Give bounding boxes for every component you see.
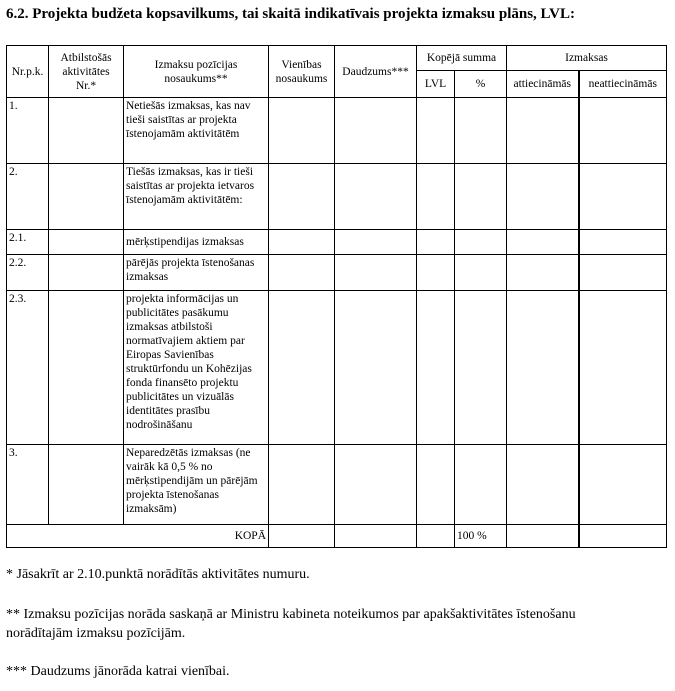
header-eligible: attiecināmās xyxy=(507,71,579,98)
table-row xyxy=(7,230,667,255)
table-row xyxy=(7,255,667,291)
header-row-1 xyxy=(7,46,667,71)
row-nr: 2.2. xyxy=(7,255,49,291)
row-eligible xyxy=(507,255,579,291)
footnote-2-continued: norādītajām izmaksu pozīcijām. xyxy=(6,626,186,641)
row-ineligible xyxy=(579,230,667,255)
header-activity: Atbilstošās aktivitātes Nr.* xyxy=(49,46,124,98)
total-ineligible xyxy=(579,525,667,548)
table-row xyxy=(7,445,667,525)
row-quantity xyxy=(335,255,417,291)
row-percent xyxy=(455,291,507,445)
header-cost-item: Izmaksu pozīcijas nosaukums** xyxy=(124,46,269,98)
row-percent xyxy=(455,445,507,525)
row-quantity xyxy=(335,98,417,164)
header-ineligible: neattiecināmās xyxy=(579,71,667,98)
row-unit xyxy=(269,291,335,445)
row-ineligible xyxy=(579,164,667,230)
row-activity xyxy=(49,98,124,164)
row-eligible xyxy=(507,230,579,255)
row-unit xyxy=(269,445,335,525)
row-quantity xyxy=(335,445,417,525)
row-ineligible xyxy=(579,291,667,445)
row-cost-item: mērķstipendijas izmaksas xyxy=(124,230,269,255)
row-cost-item: Neparedzētās izmaksas (ne vairāk kā 0,5 % no mērķstipendijām un pārējām projekta īstenošanas izmaksām) xyxy=(124,445,269,525)
section-title: 6.2. Projekta budžeta kopsavilkums, tai skaitā indikatīvais projekta izmaksu plāns, LVL: xyxy=(6,6,575,22)
budget-table xyxy=(6,45,667,548)
row-nr: 1. xyxy=(7,98,49,164)
header-costs: Izmaksas xyxy=(507,46,667,71)
header-percent: % xyxy=(455,71,507,98)
footnote-2: ** Izmaksu pozīcijas norāda saskaņā ar Ministru kabineta noteikumos par apakšaktivitātes īstenošanu xyxy=(6,607,576,622)
row-nr: 2.3. xyxy=(7,291,49,445)
row-eligible xyxy=(507,164,579,230)
row-percent xyxy=(455,98,507,164)
row-lvl xyxy=(417,230,455,255)
table-row xyxy=(7,291,667,445)
row-unit xyxy=(269,255,335,291)
row-activity xyxy=(49,445,124,525)
total-lvl xyxy=(417,525,455,548)
row-percent xyxy=(455,164,507,230)
row-cost-item: pārējās projekta īstenošanas izmaksas xyxy=(124,255,269,291)
row-ineligible xyxy=(579,445,667,525)
table-row xyxy=(7,164,667,230)
row-percent xyxy=(455,230,507,255)
total-label: KOPĀ xyxy=(7,525,269,548)
row-nr: 2.1. xyxy=(7,230,49,255)
total-row xyxy=(7,525,667,548)
row-ineligible xyxy=(579,255,667,291)
footnote-3: *** Daudzums jānorāda katrai vienībai. xyxy=(6,664,230,679)
header-lvl: LVL xyxy=(417,71,455,98)
header-total: Kopējā summa xyxy=(417,46,507,71)
total-eligible xyxy=(507,525,579,548)
row-quantity xyxy=(335,230,417,255)
row-lvl xyxy=(417,291,455,445)
row-eligible xyxy=(507,291,579,445)
row-activity xyxy=(49,230,124,255)
row-cost-item: Netiešās izmaksas, kas nav tieši saistītas ar projekta īstenojamām aktivitātēm xyxy=(124,98,269,164)
row-cost-item: projekta informācijas un publicitātes pasākumu izmaksas atbilstoši normatīvajiem aktiem par Eiropas Savienības struktūrfondu un Kohēzijas fonda finansēto projektu publicitātes un vizuālās identitātes prasību nodrošināšanu xyxy=(124,291,269,445)
row-quantity xyxy=(335,164,417,230)
footnote-1: * Jāsakrīt ar 2.10.punktā norādītās aktivitātes numuru. xyxy=(6,567,310,582)
row-unit xyxy=(269,230,335,255)
total-unit xyxy=(269,525,335,548)
row-cost-item: Tiešās izmaksas, kas ir tieši saistītas ar projekta ietvaros īstenojamām aktivitātēm: xyxy=(124,164,269,230)
row-activity xyxy=(49,291,124,445)
row-eligible xyxy=(507,445,579,525)
row-percent xyxy=(455,255,507,291)
row-activity xyxy=(49,164,124,230)
row-lvl xyxy=(417,255,455,291)
row-unit xyxy=(269,98,335,164)
header-unit: Vienības nosaukums xyxy=(269,46,335,98)
row-lvl xyxy=(417,98,455,164)
row-lvl xyxy=(417,164,455,230)
header-quantity: Daudzums*** xyxy=(335,46,417,98)
row-unit xyxy=(269,164,335,230)
row-ineligible xyxy=(579,98,667,164)
row-lvl xyxy=(417,445,455,525)
table-row xyxy=(7,98,667,164)
total-percent: 100 % xyxy=(455,525,507,548)
row-nr: 3. xyxy=(7,445,49,525)
row-activity xyxy=(49,255,124,291)
total-quantity xyxy=(335,525,417,548)
header-nr: Nr.p.k. xyxy=(7,46,49,98)
row-nr: 2. xyxy=(7,164,49,230)
row-eligible xyxy=(507,98,579,164)
row-quantity xyxy=(335,291,417,445)
